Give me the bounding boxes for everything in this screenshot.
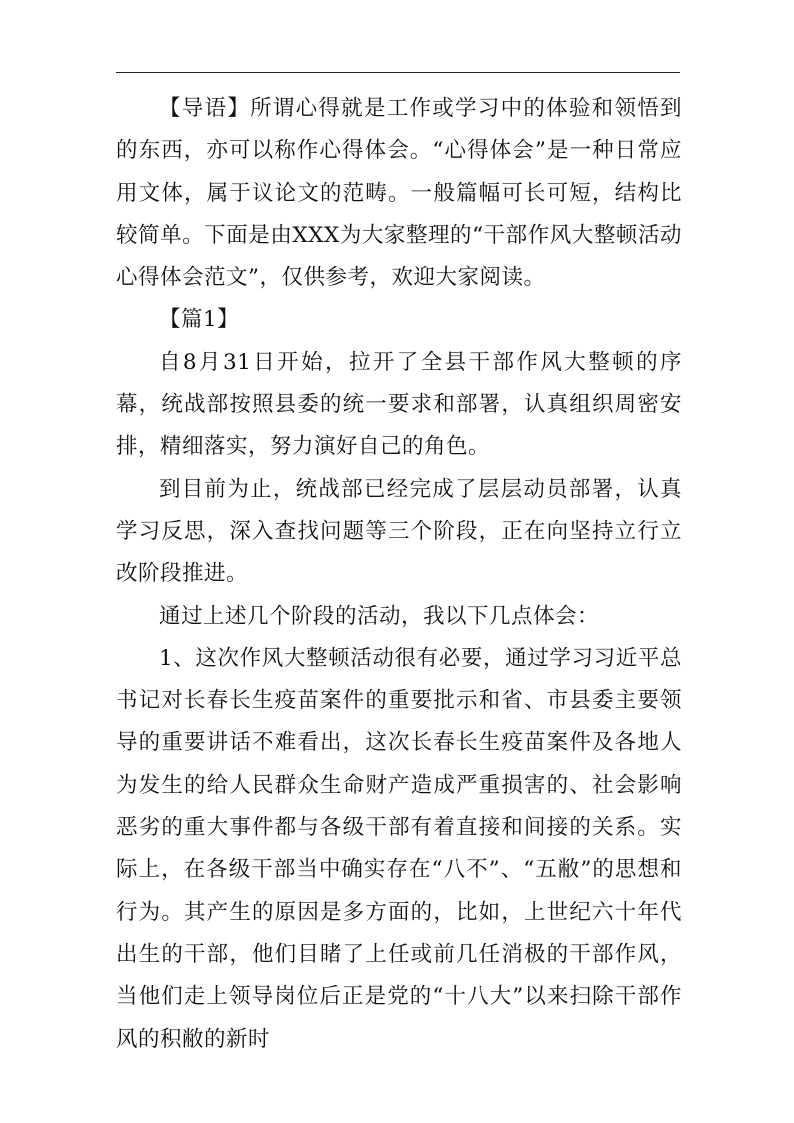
- body-paragraph: 1、这次作风大整顿活动很有必要，通过学习习近平总书记对长春长生疫苗案件的重要批示和省、市县委主要领导的重要讲话不难看出，这次长春长生疫苗案件及各地人为发生的给人民群众生命财产造成严重损害的、社会影响恶劣的重大事件都与各级干部有着直接和间接的关系。实际上，在各级干部当中确实存在“八不”、“五敝”的思想和行为。其产生的原因是多方面的，比如，上世纪六十年代出生的干部，他们目睹了上任或前几任消极的干部作风，当他们走上领导岗位后正是党的“十八大”以来扫除干部作风的积敝的新时: [116, 645, 682, 1052]
- document-body: [116, 88, 682, 1061]
- body-paragraph: 到目前为止，统战部已经完成了层层动员部署，认真学习反思，深入查找问题等三个阶段，正在向坚持立行立改阶段推进。: [116, 476, 682, 587]
- body-paragraph: 自8月31日开始，拉开了全县干部作风大整顿的序幕，统战部按照县委的统一要求和部署，认真组织周密安排，精细落实，努力演好自己的角色。: [116, 349, 682, 460]
- body-paragraph: 通过上述几个阶段的活动，我以下几点体会：: [159, 603, 600, 629]
- intro-paragraph: 【导语】所谓心得就是工作或学习中的体验和领悟到的东西，亦可以称作心得体会。“心得体会”是一种日常应用文体，属于议论文的范畴。一般篇幅可长可短，结构比较简单。下面是由XXX为大家整理的“干部作风大整顿活动心得体会范文”，仅供参考，欢迎大家阅读。: [116, 96, 682, 291]
- header-rule: [116, 72, 680, 73]
- section-heading: 【篇1】: [159, 307, 240, 333]
